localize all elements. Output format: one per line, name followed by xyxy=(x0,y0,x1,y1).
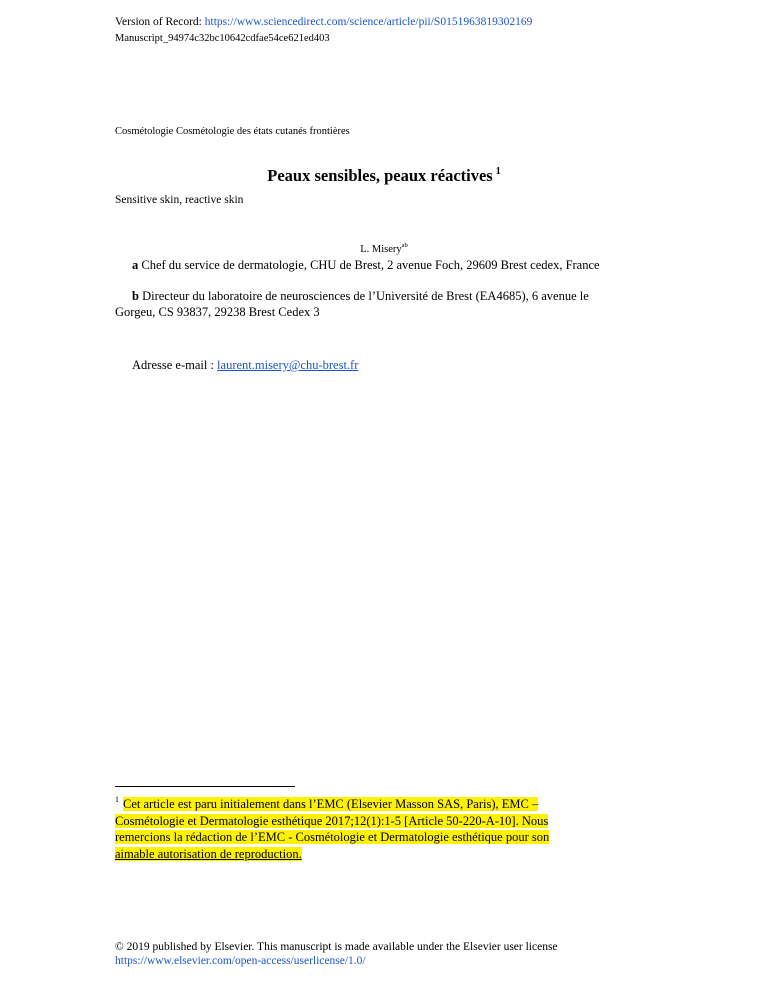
email-label: Adresse e-mail : xyxy=(132,358,218,372)
footnote-line-2: Cosmétologie et Dermatologie esthétique 2017;12(1):1-5 [Article 50-220-A-10]. Nous xyxy=(115,813,549,828)
version-of-record xyxy=(115,16,532,28)
author-line xyxy=(0,242,768,255)
section-heading: Cosmétologie Cosmétologie des états cutanés frontières xyxy=(115,126,350,137)
title-footnote-mark[interactable]: 1 xyxy=(495,166,501,177)
affiliation-b-text-line1: Directeur du laboratoire de neurosciences de l’Université de Brest (EA4685), 6 avenue le xyxy=(138,289,589,303)
footnote-mark: 1 xyxy=(115,795,119,804)
article-subtitle: Sensitive skin, reactive skin xyxy=(115,194,244,206)
version-label: Version of Record: xyxy=(115,16,205,28)
footnote-line xyxy=(115,813,549,830)
license-url-link[interactable]: https://www.elsevier.com/open-access/userlicense/1.0/ xyxy=(115,955,366,967)
version-url-link[interactable]: https://www.sciencedirect.com/science/article/pii/S0151963819302169 xyxy=(204,16,533,28)
footnote-line xyxy=(115,796,549,813)
affiliation-a-label: a xyxy=(132,258,139,272)
affiliation-b-label: b xyxy=(132,289,139,303)
license-text: © 2019 published by Elsevier. This manuscript is made available under the Elsevier user license xyxy=(115,941,558,953)
footnote-line-4: aimable autorisation de reproduction. xyxy=(115,846,302,861)
footnote-text xyxy=(115,796,549,862)
footnote-divider xyxy=(115,786,295,787)
title-text: Peaux sensibles, peaux réactives xyxy=(267,166,493,185)
email-link[interactable]: laurent.misery@chu-brest.fr xyxy=(217,358,359,372)
manuscript-id: Manuscript_94974c32bc10642cdfae54ce621ed403 xyxy=(115,33,330,44)
author-name: L. Misery xyxy=(360,244,402,255)
affiliation-b xyxy=(132,289,589,304)
author-affiliation-marks: ab xyxy=(401,242,408,249)
affiliation-a xyxy=(132,258,600,273)
affiliation-a-text: Chef du service de dermatologie, CHU de Brest, 2 avenue Foch, 29609 Brest cedex, France xyxy=(138,258,600,272)
article-title xyxy=(0,166,768,186)
email-line xyxy=(132,358,358,373)
affiliation-b-text-line2: Gorgeu, CS 93837, 29238 Brest Cedex 3 xyxy=(115,305,320,319)
footnote-line-1: Cet article est paru initialement dans l’EMC (Elsevier Masson SAS, Paris), EMC – xyxy=(123,797,539,811)
footnote-line-3: remercions la rédaction de l’EMC - Cosmétologie et Dermatologie esthétique pour son xyxy=(115,830,550,844)
footnote-line xyxy=(115,829,549,846)
footnote-line xyxy=(115,846,549,863)
